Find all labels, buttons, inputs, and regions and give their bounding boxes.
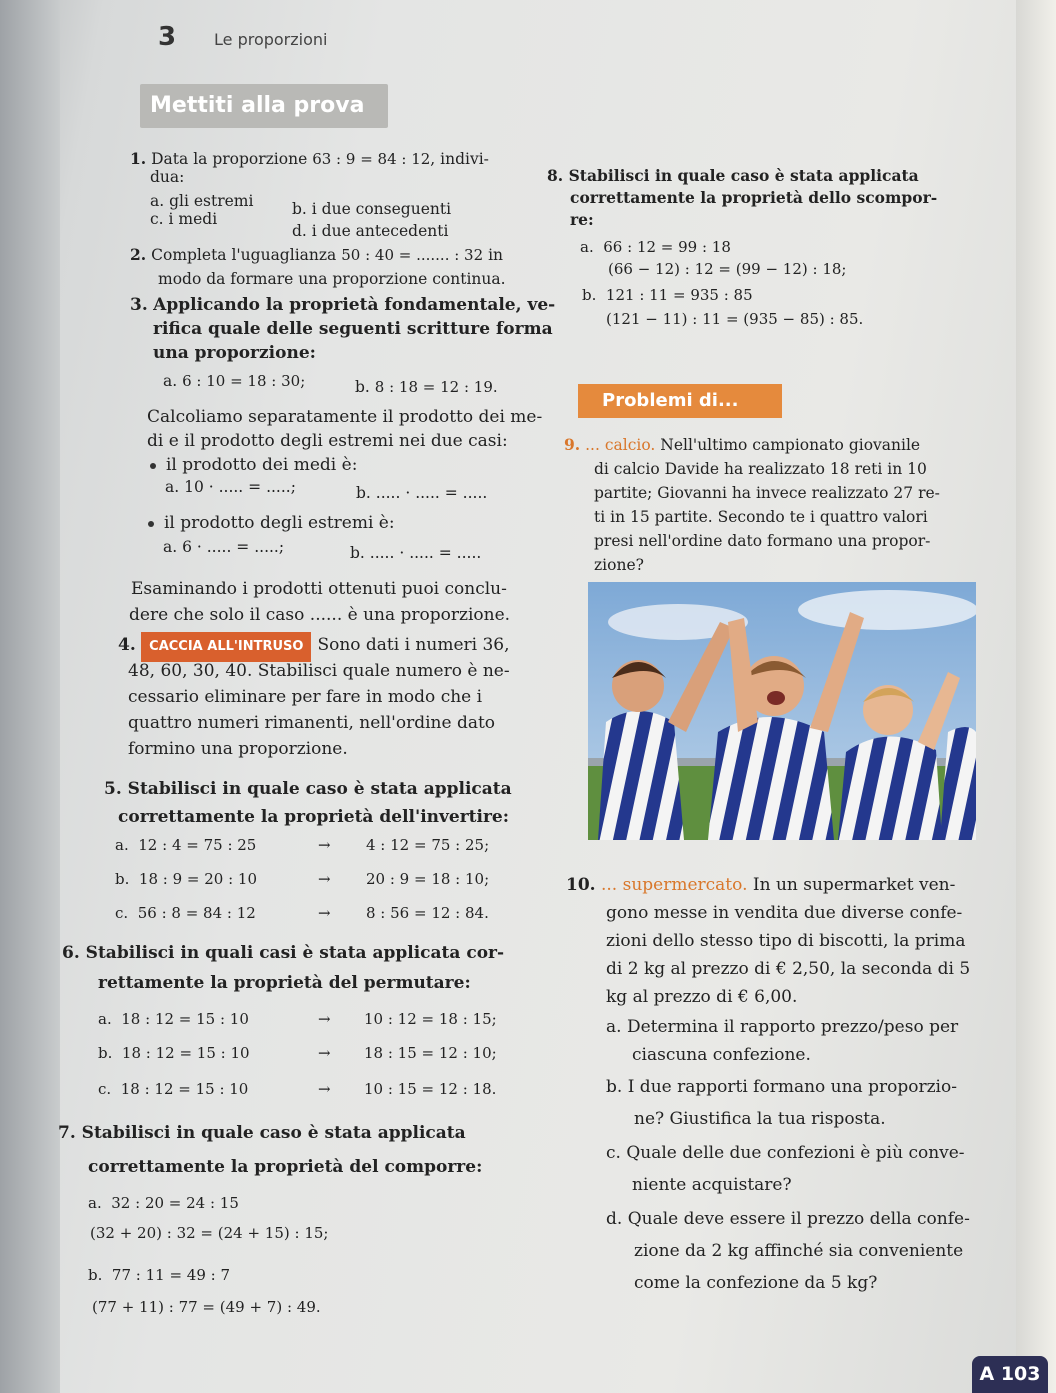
chapter-number: 3: [158, 22, 177, 52]
ex1-option-d: d. i due antecedenti: [292, 222, 449, 240]
ex3-line2: rifica quale delle seguenti scritture forma: [153, 319, 553, 339]
ex5-row-b: b. 18 : 9 = 20 : 10: [115, 870, 258, 888]
ex8-line1: 8. Stabilisci in quale caso è stata applicata: [547, 166, 919, 185]
ex5-line1: 5. Stabilisci in quale caso è stata applicata: [104, 779, 512, 799]
ex10-question-c-line1: c. Quale delle due confezioni è più conve-: [606, 1143, 965, 1163]
ex8-b-line2: (121 − 11) : 11 = (935 − 85) : 85.: [606, 310, 864, 328]
ex8-line2: correttamente la proprietà dello scompor-: [570, 188, 938, 207]
ex2-line1: 2. Completa l'uguaglianza 50 : 40 = ....... : 32 in: [130, 245, 504, 264]
ex8-a-line2: (66 − 12) : 12 = (99 − 12) : 18;: [608, 260, 847, 278]
ex3-calc-line2: di e il prodotto degli estremi nei due casi:: [147, 431, 508, 451]
chapter-title: Le proporzioni: [214, 30, 328, 49]
ex3-medi-b: b. ..... · ..... = .....: [356, 484, 488, 502]
ex10-line5: kg al prezzo di € 6,00.: [606, 987, 798, 1007]
ex4-line5: formino una proporzione.: [128, 739, 348, 759]
caccia-intruso-badge: CACCIA ALL'INTRUSO: [141, 632, 311, 662]
ex9-line1: 9. ... calcio. Nell'ultimo campionato giovanile: [564, 435, 921, 454]
ex1-option-a: a. gli estremi: [150, 192, 254, 210]
ex5-row-a: a. 12 : 4 = 75 : 25: [115, 836, 257, 854]
ex6-line1: 6. Stabilisci in quali casi è stata applicata cor-: [62, 943, 505, 963]
ex10-question-d-line2: zione da 2 kg affinché sia conveniente: [634, 1241, 964, 1261]
ex10-question-b-line2: ne? Giustifica la tua risposta.: [634, 1109, 886, 1129]
ex10-question-a-line1: a. Determina il rapporto prezzo/peso per: [606, 1017, 959, 1037]
ex8-line3: re:: [570, 210, 594, 229]
ex3-option-b: b. 8 : 18 = 12 : 19.: [355, 378, 498, 396]
ex5-row-a-arrow: →: [318, 836, 331, 854]
ex6-line2: rettamente la proprietà del permutare:: [98, 973, 471, 993]
ex10-question-d-line1: d. Quale deve essere il prezzo della confe-: [606, 1209, 970, 1229]
ex8-a-line1: a. 66 : 12 = 99 : 18: [580, 238, 731, 256]
problemi-header: Problemi di...: [578, 384, 782, 418]
ex10-line2: gono messe in vendita due diverse confe-: [606, 903, 963, 923]
football-players-illustration: [588, 582, 976, 840]
ex5-row-c: c. 56 : 8 = 84 : 12: [115, 904, 256, 922]
ex10-line1: 10. ... supermercato. In un supermarket ven-: [566, 875, 956, 895]
ex1-line2: dua:: [150, 168, 185, 186]
ex6-row-c: c. 18 : 12 = 15 : 10: [98, 1080, 249, 1098]
ex7-line1: 7. Stabilisci in quale caso è stata applicata: [58, 1123, 466, 1143]
ex10-line3: zioni dello stesso tipo di biscotti, la prima: [606, 931, 966, 951]
ex9-line2: di calcio Davide ha realizzato 18 reti in 10: [594, 460, 927, 478]
ex10-question-d-line3: come la confezione da 5 kg?: [634, 1273, 878, 1293]
ex1-line1: 1. Data la proporzione 63 : 9 = 84 : 12, indivi-: [130, 149, 489, 168]
ex7-b-line1: b. 77 : 11 = 49 : 7: [88, 1266, 231, 1284]
ex7-b-line2: (77 + 11) : 77 = (49 + 7) : 49.: [92, 1298, 321, 1316]
ex10-question-b-line1: b. I due rapporti formano una proporzio-: [606, 1077, 957, 1097]
ex3-line3: una proporzione:: [153, 343, 316, 363]
ex10-question-c-line2: niente acquistare?: [632, 1175, 792, 1195]
ex6-row-b-right: 18 : 15 = 12 : 10;: [364, 1044, 497, 1062]
ex5-line2: correttamente la proprietà dell'invertire:: [118, 807, 510, 827]
ex6-row-a-arrow: →: [318, 1010, 331, 1028]
ex3-line1: 3. Applicando la proprietà fondamentale, ve-: [130, 295, 556, 315]
ex3-medi-a: a. 10 · ..... = .....;: [165, 478, 296, 496]
ex10-line4: di 2 kg al prezzo di € 2,50, la seconda di 5: [606, 959, 971, 979]
ex5-row-b-right: 20 : 9 = 18 : 10;: [366, 870, 490, 888]
book-spine-shadow: [0, 0, 60, 1393]
ex3-medi-title: il prodotto dei medi è:: [150, 452, 357, 478]
ex4-line3: cessario eliminare per fare in modo che i: [128, 687, 483, 707]
bullet-icon: [150, 463, 156, 469]
ex6-row-b-arrow: →: [318, 1044, 331, 1062]
ex10-question-a-line2: ciascuna confezione.: [632, 1045, 811, 1065]
ex3-estremi-a: a. 6 · ..... = .....;: [163, 538, 285, 556]
ex3-estremi-b: b. ..... · ..... = .....: [350, 544, 482, 562]
ex5-row-c-arrow: →: [318, 904, 331, 922]
ex6-row-a: a. 18 : 12 = 15 : 10: [98, 1010, 249, 1028]
ex1-option-b: b. i due conseguenti: [292, 200, 452, 218]
ex3-option-a: a. 6 : 10 = 18 : 30;: [163, 372, 306, 390]
ex6-row-a-right: 10 : 12 = 18 : 15;: [364, 1010, 497, 1028]
section-title: Mettiti alla prova: [140, 84, 388, 128]
page-edge: [1016, 0, 1056, 1393]
ex5-row-b-arrow: →: [318, 870, 331, 888]
ex6-row-b: b. 18 : 12 = 15 : 10: [98, 1044, 250, 1062]
ex4-line2: 48, 60, 30, 40. Stabilisci quale numero è ne-: [128, 661, 510, 681]
ex3-conclusion-line2: dere che solo il caso ...... è una proporzione.: [129, 605, 511, 625]
ex1-option-c: c. i medi: [150, 210, 218, 228]
ex6-row-c-arrow: →: [318, 1080, 331, 1098]
ex7-line2: correttamente la proprietà del comporre:: [88, 1157, 483, 1177]
ex3-conclusion-line1: Esaminando i prodotti ottenuti puoi conclu-: [131, 579, 507, 599]
ex3-calc-line1: Calcoliamo separatamente il prodotto dei me-: [147, 407, 543, 427]
ex9-line3: partite; Giovanni ha invece realizzato 27 re-: [594, 484, 940, 502]
ex8-b-line1: b. 121 : 11 = 935 : 85: [582, 286, 753, 304]
bullet-icon: [148, 521, 154, 527]
ex9-line6: zione?: [594, 556, 644, 574]
ex3-estremi-title: il prodotto degli estremi è:: [148, 510, 395, 536]
ex4-line1: 4. CACCIA ALL'INTRUSO Sono dati i numeri 36,: [118, 632, 510, 662]
ex9-line5: presi nell'ordine dato formano una propor-: [594, 532, 931, 550]
ex6-row-c-right: 10 : 15 = 12 : 18.: [364, 1080, 497, 1098]
page-number: A 103: [972, 1356, 1048, 1393]
ex4-line4: quattro numeri rimanenti, nell'ordine dato: [128, 713, 496, 733]
ex7-a-line2: (32 + 20) : 32 = (24 + 15) : 15;: [90, 1224, 329, 1242]
ex5-row-a-right: 4 : 12 = 75 : 25;: [366, 836, 490, 854]
football-players-photo: [588, 582, 976, 840]
ex9-line4: ti in 15 partite. Secondo te i quattro valori: [594, 508, 928, 526]
ex7-a-line1: a. 32 : 20 = 24 : 15: [88, 1194, 239, 1212]
ex5-row-c-right: 8 : 56 = 12 : 84.: [366, 904, 489, 922]
ex2-line2: modo da formare una proporzione continua.: [158, 270, 506, 288]
